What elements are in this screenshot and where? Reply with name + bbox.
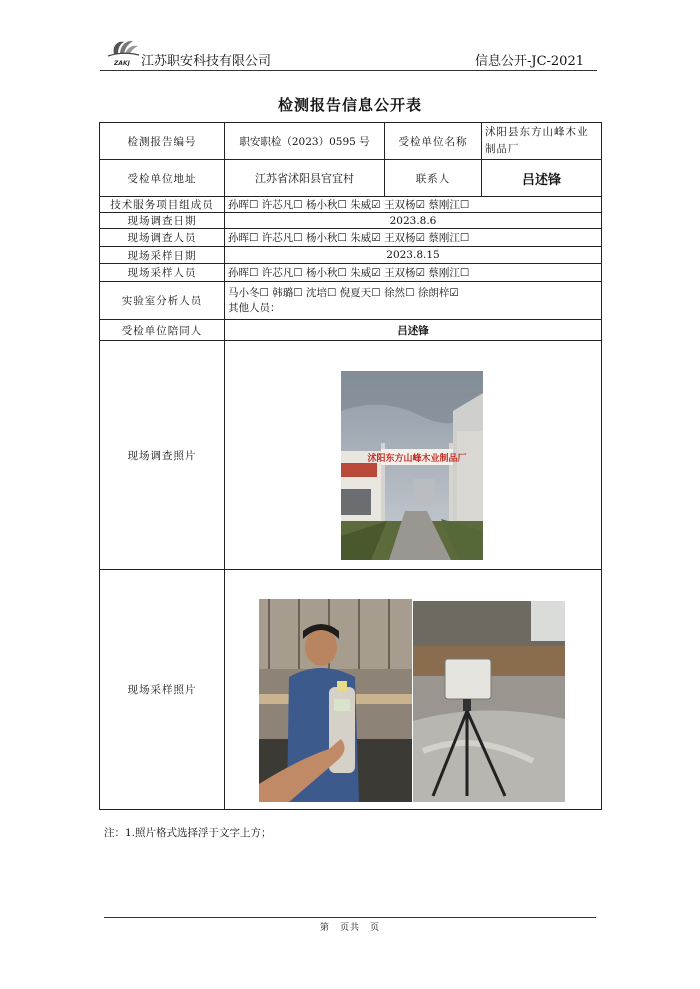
checked-box-icon: ☑ (415, 267, 425, 279)
empty-box-icon: ☐ (249, 232, 259, 244)
label-sample-staff: 现场采样人员 (100, 264, 225, 282)
value-unit-name: 沭阳县东方山峰木业制品厂 (482, 123, 602, 160)
person-name: 杨小秋 (306, 267, 338, 279)
row-sample-date (100, 247, 602, 264)
empty-box-icon: ☐ (337, 232, 347, 244)
row-escort (100, 320, 602, 341)
value-sample-staff (225, 264, 602, 282)
label-unit-name: 受检单位名称 (385, 123, 482, 160)
label-escort: 受检单位陪同人 (100, 320, 225, 341)
person-name: 杨小秋 (306, 232, 338, 244)
row-lab-staff (100, 282, 602, 320)
person-checkbox-item (350, 197, 380, 212)
person-name: 许芯凡 (261, 267, 294, 279)
value-contact: 吕述锋 (482, 160, 602, 197)
sampling-photo-tripod (413, 601, 565, 802)
empty-box-icon: ☐ (405, 286, 415, 299)
page-footer: 第 页共 页 (319, 923, 380, 933)
value-address: 江苏省沭阳县官宜村 (225, 160, 385, 197)
checked-box-icon: ☑ (371, 199, 381, 211)
row-survey-staff (100, 229, 602, 247)
person-checkbox-item (384, 230, 425, 245)
person-checkbox-item (418, 286, 459, 301)
survey-photo-gate (341, 371, 483, 560)
value-sample-date: 2023.8.15 (225, 247, 602, 264)
checked-box-icon: ☑ (371, 232, 381, 244)
value-report-number: 职安职检（2023）0595 号 (225, 123, 385, 160)
checked-box-icon: ☑ (415, 199, 425, 211)
person-checkbox-item (228, 265, 258, 280)
label-survey-staff: 现场调查人员 (100, 229, 225, 247)
footnote: 注：1.照片格式选择浮于文字上方； (104, 827, 272, 839)
empty-box-icon: ☐ (337, 199, 347, 211)
label-sample-date: 现场采样日期 (100, 247, 225, 264)
person-name: 朱威 (350, 267, 372, 279)
person-checkbox-item (350, 265, 380, 280)
checked-box-icon: ☑ (415, 232, 425, 244)
value-team (225, 197, 602, 213)
page-title: 检测报告信息公开表 (277, 96, 422, 114)
row-address (100, 160, 602, 197)
empty-box-icon: ☐ (459, 199, 470, 211)
person-name: 王双杨 (384, 232, 416, 244)
person-name: 沈培 (306, 286, 328, 299)
person-name: 韩璐 (272, 286, 294, 299)
label-survey-date: 现场调查日期 (100, 213, 225, 229)
person-name: 朱威 (350, 199, 372, 211)
person-name: 徐朗梓 (417, 286, 450, 299)
empty-box-icon: ☐ (371, 286, 381, 299)
empty-box-icon: ☐ (327, 286, 337, 299)
sampling-photo-meter (259, 599, 412, 802)
person-checkbox-item (228, 286, 269, 301)
empty-box-icon: ☐ (259, 286, 269, 299)
person-name: 孙晖 (228, 232, 249, 244)
person-checkbox-item (272, 286, 302, 301)
empty-box-icon: ☐ (459, 232, 470, 244)
person-checkbox-item (306, 286, 336, 301)
person-name: 马小冬 (228, 286, 260, 299)
label-contact: 联系人 (385, 160, 482, 197)
value-survey-date: 2023.8.6 (225, 213, 602, 229)
person-checkbox-item (384, 286, 414, 301)
label-address: 受检单位地址 (100, 160, 225, 197)
person-name: 蔡刚江 (428, 232, 460, 244)
person-checkbox-item (428, 230, 469, 245)
person-checkbox-item (306, 230, 347, 245)
person-name: 蔡刚江 (428, 199, 460, 211)
empty-box-icon: ☐ (337, 267, 347, 279)
logo-text: ZAKJ (114, 60, 130, 66)
footer-rule (104, 917, 596, 918)
empty-box-icon: ☐ (293, 199, 303, 211)
person-name: 孙晖 (228, 267, 249, 279)
row-survey-date (100, 213, 602, 229)
person-name: 朱威 (350, 232, 372, 244)
person-checkbox-item (428, 265, 469, 280)
label-survey-photo: 现场调查照片 (100, 341, 225, 570)
person-name: 王双杨 (384, 267, 416, 279)
company-logo (106, 34, 140, 66)
person-checkbox-item (228, 230, 258, 245)
empty-box-icon: ☐ (249, 267, 259, 279)
row-sample-staff (100, 264, 602, 282)
label-report-number: 检测报告编号 (100, 123, 225, 160)
company-name: 江苏职安科技有限公司 (141, 54, 272, 69)
person-checkbox-item (306, 197, 347, 212)
person-name: 许芯凡 (261, 199, 294, 211)
person-checkbox-item (340, 286, 381, 301)
label-team: 技术服务项目组成员 (100, 197, 225, 213)
gate-banner-text: 沭阳东方山峰木业制品厂 (367, 454, 467, 464)
person-name: 徐然 (384, 286, 406, 299)
label-sample-photo: 现场采样照片 (100, 570, 225, 810)
checked-box-icon: ☑ (449, 286, 459, 299)
document-number: 信息公开-JC-2021 (474, 54, 584, 69)
person-name: 倪夏天 (339, 286, 372, 299)
empty-box-icon: ☐ (459, 267, 470, 279)
empty-box-icon: ☐ (293, 267, 303, 279)
person-name: 许芯凡 (261, 232, 294, 244)
row-report-number (100, 123, 602, 160)
person-name: 孙晖 (228, 199, 249, 211)
person-name: 杨小秋 (306, 199, 338, 211)
value-escort: 吕述锋 (225, 320, 602, 341)
checked-box-icon: ☑ (371, 267, 381, 279)
empty-box-icon: ☐ (293, 232, 303, 244)
value-survey-staff (225, 229, 602, 247)
person-checkbox-item (384, 197, 425, 212)
person-name: 蔡刚江 (428, 267, 460, 279)
value-lab-staff (225, 282, 602, 320)
header-rule (100, 70, 597, 71)
row-team (100, 197, 602, 213)
person-checkbox-item (306, 265, 347, 280)
person-checkbox-item (262, 230, 303, 245)
person-checkbox-item (384, 265, 425, 280)
empty-box-icon: ☐ (249, 199, 259, 211)
person-checkbox-item (350, 230, 380, 245)
person-checkbox-item (262, 197, 303, 212)
person-name: 王双杨 (384, 199, 416, 211)
lab-staff-list (228, 286, 598, 301)
person-checkbox-item (228, 197, 258, 212)
person-checkbox-item (262, 265, 303, 280)
lab-other-staff: 其他人员： (228, 301, 281, 314)
label-lab-staff: 实验室分析人员 (100, 282, 225, 320)
empty-box-icon: ☐ (293, 286, 303, 299)
person-checkbox-item (428, 197, 469, 212)
